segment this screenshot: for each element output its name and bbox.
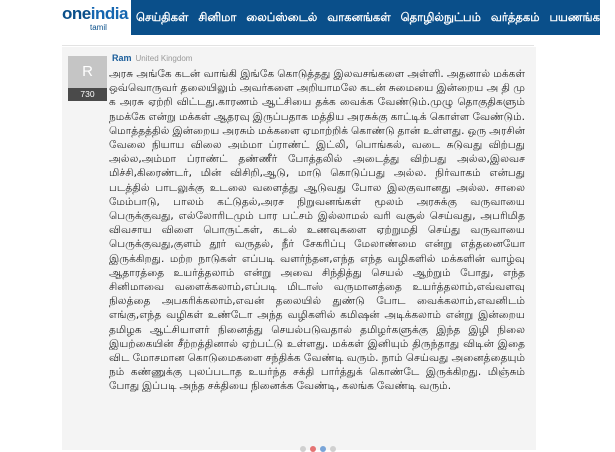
comment-text: அரசு அங்கே கடன் வாங்கி இங்கே கொடுத்தது இலவசங்களை அள்ளி. அதனால் மக்கள் ஒவ்வொருவர் தலையிலும் அவர்களை அறியாமலே கடன் சுமையை இன்றைய அ தி மு க அரசு ஏற்றி விட்டது.காரணம் ஆட்சியை தக்க வைக்க வேண்டும்.முழு தொகுதிகளும் நமக்கே என்று மக்கள் ஆதரவு இருப்பதாக மத்திய அரசுக்கு காட்டிக் கொள்ள வேண்டும். மொத்தத்தில் இன்றைய அரசும் மக்களை ஏமாற்றிக் கொண்டு தான் உள்ளது. ஒரு அரசின் வேலை நியாய விலை அம்மா ப்ராண்ட் இட்லி, பொங்கல், வடை சுடுவது விற்பது அல்ல,அம்மா ப்ராண்ட் தண்ணீர் போத்தலில் அடைத்து விற்பது அல்ல,இலவச மிச்சி,கிரைண்டர், மின் விசிறி,ஆடு, மாடு கொடுப்பது அல்ல. நிர்வாகம் என்பது படத்தில் பாடலுக்கு உடலை வளைத்து ஆடுவது போல இலகுவானது அல்ல. சாலை மேம்பாடு, பாலம் கட்டுதல்,அரச நிறுவனங்கள் மூலம் அரசுக்கு வருவாயை பெருக்குவது, எல்லோரிடமும் பார பட்சம் இல்லாமல் வரி வசூல் செய்வது, அபரிமித விவசாய விளை பொருட்கள், கடல் உணவுகளை ஏற்றுமதி செய்து வருவாயை பெருக்குவது,குளம் தூர் வருதல், நீர் சேகரிப்பு மேலாண்மை என்று எத்தனையோ இருக்கிறது. மற்ற நாடுகள் எப்படி வளர்ந்தன,எந்த எந்த வழிகளில் மக்களின் வாழ்வு ஆதாரத்தை உயர்த்தலாம் என்று அவை சிந்தித்து செயல் ஆற்றும் போது, எந்த சினிமாவை வளைக்கலாம்,எப்படி மிடாஸ் வருமானத்தை உயர்த்தலாம்,எவ்வளவு நிலத்தை அபகரிக்கலாம்,எவன் தலையில் துண்டு போட வைக்கலாம்,எவனிடம் எங்கு,எந்த வழிகள் உண்டோ அந்த வழிகளில் கமிஷன் அடிக்கலாம் என்று இன்றைய தமிழக ஆட்சியாளர் நினைத்து செயல்படுவதால் தமிழர்களுக்கு இந்த இழி நிலை இயற்கையின் சீற்றத்தினால் ஏற்பட்டு உள்ளது. மக்கள் இனியும் திருந்தாது விடின் இதை விட மோசமான கொடுமைகளை சந்திக்க வேண்டி வரும். நாம் செய்வது அனைத்தையும் நம் கண்ணுக்கு புலப்படாத உயர்ந்த சக்தி பார்த்துக் கொண்டே இருக்கிறது. மிஞ்சும் போது இப்படி அந்த சக்தியை நினைக்க வேண்டி, கலங்க வேண்டி வரும். (109, 68, 525, 393)
logo-subtitle: tamil (90, 23, 107, 32)
share-icon[interactable] (310, 446, 316, 452)
comment-author-line (112, 52, 192, 65)
logo-wordmark: oneindia (62, 4, 128, 23)
nav-item-vehicles[interactable]: வாகனங்கள் (327, 10, 391, 24)
logo-wordmark-india: india (90, 4, 128, 23)
oneindia-logo[interactable] (62, 4, 128, 34)
share-bar (0, 444, 600, 450)
comment-author[interactable]: Ram (112, 53, 132, 63)
avatar[interactable]: R (68, 56, 107, 88)
section-divider (62, 45, 534, 46)
share-icon[interactable] (320, 446, 326, 452)
nav-item-business[interactable]: வர்த்தகம் (490, 10, 540, 24)
main-nav (131, 0, 611, 35)
nav-item-travel[interactable]: பயணங்கள் (549, 10, 611, 24)
nav-item-technology[interactable]: தொழில்நுட்பம் (400, 10, 481, 24)
share-icon[interactable] (300, 446, 306, 452)
comment (62, 47, 536, 450)
nav-item-lifestyle[interactable]: லைப்ஸ்டைல் (246, 10, 318, 24)
user-score-badge: 730 (68, 88, 107, 101)
share-icon[interactable] (330, 446, 336, 452)
comment-location: United Kingdom (135, 54, 193, 63)
nav-item-cinema[interactable]: சினிமா (198, 10, 237, 24)
site-header (0, 0, 611, 36)
nav-item-news[interactable]: செய்திகள் (136, 10, 189, 24)
